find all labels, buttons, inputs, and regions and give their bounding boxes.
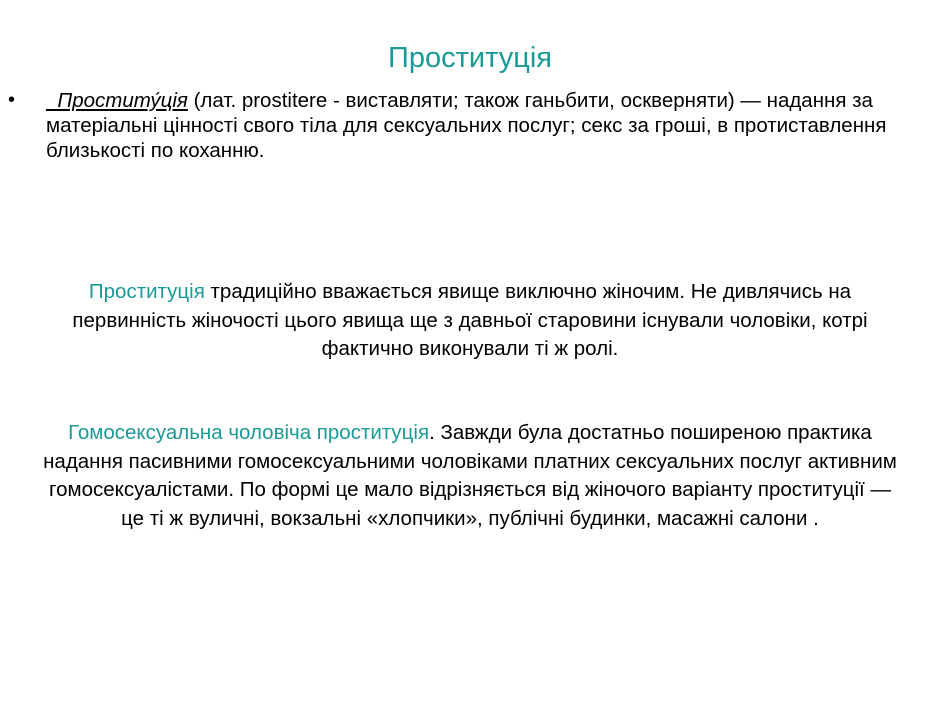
- paragraph-traditional-body: традиційно вважається явище виключно жіночим. Не дивлячись на первинність жіночості цього явища ще з давньої старовини існували чоловіки, котрі фактично виконували ті ж ролі.: [72, 280, 868, 360]
- definition-body: (лат. prostitere - виставляти; також ганьбити, оскверняти) — надання за матеріальні цінності свого тіла для сексуальних послуг; секс за гроші, в протиставлення близькості по коханню.: [46, 89, 887, 162]
- paragraph-traditional-highlight: Проституція: [88, 280, 205, 303]
- bullet-icon: •: [8, 89, 16, 111]
- definition-term: Проститу́ція: [46, 89, 188, 112]
- paragraph-traditional: [40, 278, 900, 364]
- paragraph-male: [40, 419, 900, 533]
- slide-title: Проституція: [388, 42, 552, 74]
- paragraph-male-body: . Завжди була достатньо поширеною практика надання пасивними гомосексуальними чоловіками платних сексуальних послуг активним гомосексуалістами. По формі це мало відрізняється від жіночого варіанту проституції — це ті ж вуличні, вокзальні «хлопчики», публічні будинки, масажні салони .: [43, 421, 897, 530]
- definition-bullet: [8, 88, 908, 163]
- paragraph-male-highlight: Гомосексуальна чоловіча проституція: [68, 421, 430, 444]
- definition-text: [46, 88, 896, 163]
